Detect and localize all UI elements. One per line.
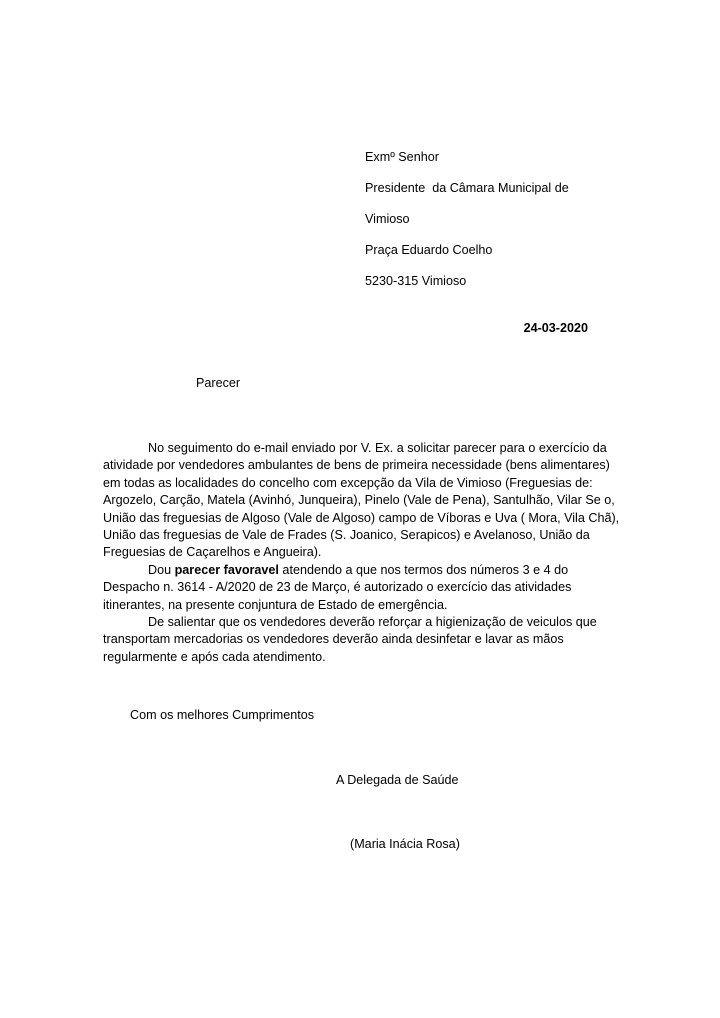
document-date: 24-03-2020 bbox=[523, 321, 588, 335]
body-paragraph-1: No seguimento do e-mail enviado por V. Ex. a solicitar parecer para o exercício da atividade por vendedores ambulantes de bens de primeira necessidade (bens alimentares) em todas as localidades do concelho com excepção da Vila de Vimioso (Freguesias de: Argozelo, Carção, Matela (Avinhó, Junqueira), Pinelo (Vale de Pena), Santulhão, Vilar Se o, União das freguesias de Algoso (Vale de Algoso) campo de Víboras e Uva ( Mora, Vila Chã), União das freguesias de Vale de Frades (S. Joanico, Serapicos) e Avelanoso, União da Freguesias de Caçarelhos e Angueira). bbox=[103, 441, 620, 560]
signatory-name: (Maria Inácia Rosa) bbox=[350, 837, 460, 851]
addressee-block bbox=[365, 142, 685, 297]
signatory-role: A Delegada de Saúde bbox=[336, 773, 459, 787]
parecer-favoravel-emphasis: parecer favoravel bbox=[174, 562, 279, 577]
addressee-line-2: Presidente da Câmara Municipal de bbox=[365, 181, 569, 195]
closing-salutation: Com os melhores Cumprimentos bbox=[130, 708, 315, 722]
addressee-line-4: Praça Eduardo Coelho bbox=[365, 243, 493, 257]
addressee-line-3: Vimioso bbox=[365, 212, 410, 226]
paragraph-2-lead: Dou bbox=[148, 562, 175, 577]
document-body bbox=[103, 440, 621, 666]
addressee-line-1: Exmº Senhor bbox=[365, 150, 439, 164]
paragraph-2-rest: atendendo a que nos termos dos números 3 e 4 do Despacho n. 3614 - A/2020 de 23 de Março, é autorizado o exercício das atividades itinerantes, na presente conjuntura de Estado de emergência. bbox=[103, 562, 572, 612]
body-paragraph-2 bbox=[103, 562, 621, 614]
body-paragraph-3: De salientar que os vendedores deverão reforçar a higienização de veiculos que transportam mercadorias os vendedores deverão ainda desinfetar e lavar as mãos regularmente e após cada atendimento. bbox=[103, 615, 597, 664]
document-subject: Parecer bbox=[196, 376, 241, 390]
addressee-line-5: 5230-315 Vimioso bbox=[365, 274, 467, 288]
